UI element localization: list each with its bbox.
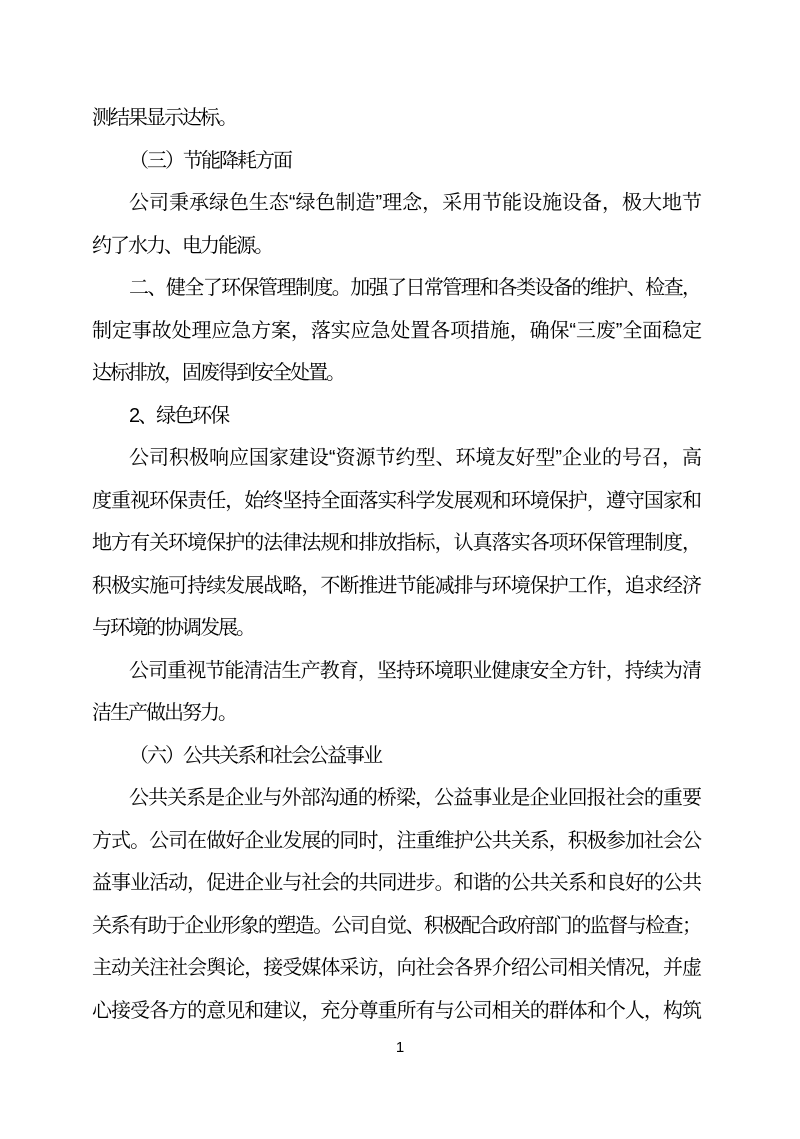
- text-line: 制定事故处理应急方案，落实应急处置各项措施，确保“三废”全面稳定: [92, 319, 700, 342]
- text-line: 度重视环保责任，始终坚持全面落实科学发展观和环境保护，遵守国家和: [92, 489, 700, 512]
- text-line: 二、健全了环保管理制度。加强了日常管理和各类设备的维护、检查，: [129, 277, 700, 299]
- document-body: [92, 97, 700, 1032]
- text-line: 方式。公司在做好企业发展的同时，注重维护公共关系，积极参加社会公: [92, 829, 700, 852]
- text-line: 2、绿色环保: [129, 404, 229, 427]
- text-line: 测结果显示达标。: [92, 107, 236, 129]
- text-line: 洁生产做出努力。: [92, 702, 236, 724]
- text-line: 约了水力、电力能源。: [92, 234, 272, 257]
- text-line: 达标排放，固废得到安全处置。: [92, 362, 344, 384]
- text-line: 公司积极响应国家建设“资源节约型、环境友好型”企业的号召，高: [129, 447, 700, 469]
- text-line: 益事业活动，促进企业与社会的共同进步。和谐的公共关系和良好的公共: [92, 872, 700, 894]
- text-line: 与环境的协调发展。: [92, 617, 254, 639]
- text-line: （三）节能降耗方面: [129, 149, 291, 172]
- text-line: 关系有助于企业形象的塑造。公司自觉、积极配合政府部门的监督与检查；: [92, 914, 700, 937]
- page-number: 1: [395, 1039, 405, 1056]
- text-line: 积极实施可持续发展战略，不断推进节能减排与环境保护工作，追求经济: [92, 574, 700, 597]
- text-line: 公司重视节能清洁生产教育，坚持环境职业健康安全方针，持续为清: [129, 659, 700, 682]
- text-line: 公司秉承绿色生态“绿色制造”理念，采用节能设施设备，极大地节: [129, 192, 700, 214]
- text-line: 心接受各方的意见和建议，充分尊重所有与公司相关的群体和个人，构筑: [92, 999, 700, 1022]
- text-line: 地方有关环境保护的法律法规和排放指标，认真落实各项环保管理制度，: [92, 532, 700, 554]
- text-line: 公共关系是企业与外部沟通的桥梁，公益事业是企业回报社会的重要: [129, 787, 700, 809]
- text-line: （六）公共关系和社会公益事业: [129, 744, 381, 767]
- text-line: 主动关注社会舆论，接受媒体采访，向社会各界介绍公司相关情况，并虚: [92, 957, 700, 979]
